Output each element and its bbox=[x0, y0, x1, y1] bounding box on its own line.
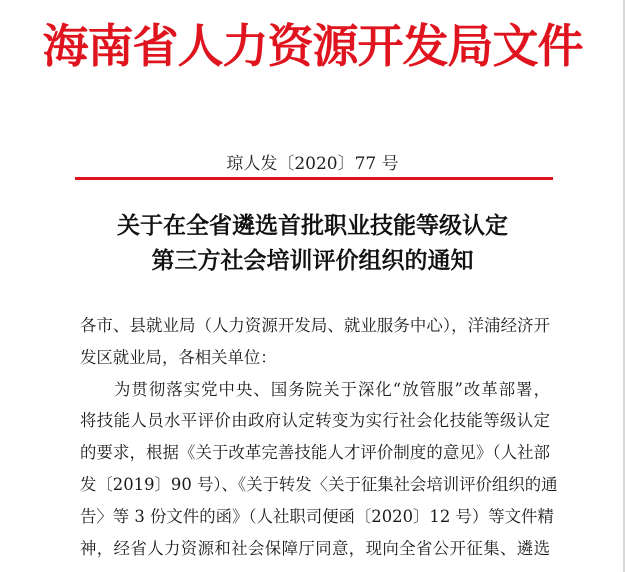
red-separator-line bbox=[75, 177, 553, 180]
paragraph-line-5: 告〉等 3 份文件的函》（人社职司便函〔2020〕12 号）等文件精 bbox=[80, 506, 554, 526]
paragraph-line-1: 为贯彻落实党中央、国务院关于深化“放管服”改革部署， bbox=[114, 379, 550, 399]
notice-title-line-2: 第三方社会培训评价组织的通知 bbox=[151, 248, 474, 274]
paragraph-line-4: 发〔2019〕90 号）、《关于转发〈关于征集社会培训评价组织的通 bbox=[80, 474, 558, 494]
issuer-header-title: 海南省人力资源开发局文件 bbox=[42, 19, 583, 73]
paragraph-line-3: 的要求，根据《关于改革完善技能人才评价制度的意见》（人社部 bbox=[80, 443, 550, 463]
addressee-line-1: 各市、县就业局（人力资源开发局、就业服务中心），洋浦经济开 bbox=[80, 316, 550, 335]
document-body bbox=[80, 310, 558, 564]
document-number: 琼人发〔2020〕77 号 bbox=[226, 154, 399, 174]
paragraph-line-2: 将技能人员水平评价由政府认定转变为实行社会化技能等级认定 bbox=[80, 411, 550, 431]
paragraph-line-6: 神，经省人力资源和社会保障厅同意，现向全省公开征集、遴选 bbox=[80, 538, 550, 558]
notice-title-line-1: 关于在全省遴选首批职业技能等级认定 bbox=[117, 213, 508, 239]
addressee-line-2: 发区就业局，各相关单位： bbox=[80, 347, 277, 367]
